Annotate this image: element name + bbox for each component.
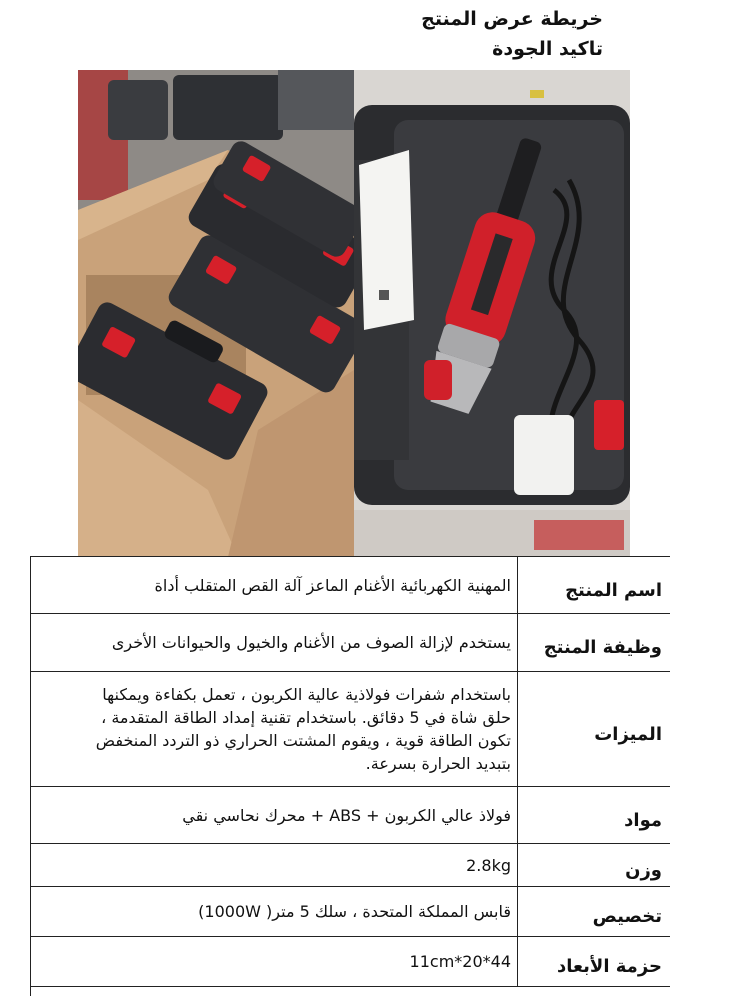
photo-open-case bbox=[354, 70, 630, 557]
spec-label: حزمة الأبعاد bbox=[518, 937, 671, 987]
spec-value: فولاذ عالي الكربون + ABS + محرك نحاسي نقي bbox=[30, 787, 518, 844]
ce-mark bbox=[379, 290, 389, 300]
page-header bbox=[421, 4, 603, 64]
table-row bbox=[30, 672, 670, 787]
table-row bbox=[30, 614, 670, 672]
table-row bbox=[30, 937, 670, 987]
spec-label: اسم المنتج bbox=[518, 557, 671, 614]
header-title: خريطة عرض المنتج bbox=[421, 8, 603, 30]
accessory-bag bbox=[514, 415, 574, 495]
photo-boxed-cases bbox=[78, 70, 354, 557]
spec-value: قابس المملكة المتحدة ، سلك 5 متر( 1000W) bbox=[30, 887, 518, 937]
spec-value: يستخدم لإزالة الصوف من الأغنام والخيول والحيوانات الأخرى bbox=[30, 614, 518, 672]
spec-table bbox=[30, 556, 670, 987]
boxed-cases-image bbox=[78, 70, 354, 557]
table-row bbox=[30, 557, 670, 614]
spec-value: المهنية الكهربائية الأغنام الماعز آلة القص المتقلب أداة bbox=[30, 557, 518, 614]
table-row bbox=[30, 787, 670, 844]
stacked-case bbox=[108, 80, 168, 140]
spec-value: 2.8kg bbox=[30, 844, 518, 887]
manual-paper bbox=[359, 150, 414, 330]
spec-label: وظيفة المنتج bbox=[518, 614, 671, 672]
comb-holder bbox=[424, 360, 452, 400]
spec-label: الميزات bbox=[518, 672, 671, 787]
spec-value: باستخدام شفرات فولاذية عالية الكربون ، تعمل بكفاءة ويمكنها حلق شاة في 5 دقائق. باستخدام تقنية إمداد الطاقة المتقدمة ، تكون الطاقة قوية ، ويقوم المشتت الحراري ذو التردد المنخفض بتبديد الحرارة بسرعة. bbox=[30, 672, 518, 787]
spec-label: تخصيص bbox=[518, 887, 671, 937]
stacked-case bbox=[173, 75, 283, 140]
red-object bbox=[534, 520, 624, 550]
plug-pins bbox=[530, 90, 544, 98]
product-photos bbox=[78, 70, 630, 557]
open-case-image bbox=[354, 70, 630, 557]
header-subtitle: تاكيد الجودة bbox=[492, 38, 603, 60]
spec-label: وزن bbox=[518, 844, 671, 887]
spec-value: 44*20*11cm bbox=[30, 937, 518, 987]
table-row bbox=[30, 844, 670, 887]
table-row bbox=[30, 887, 670, 937]
spec-label: مواد bbox=[518, 787, 671, 844]
stacked-case bbox=[278, 70, 354, 130]
case-latch bbox=[594, 400, 624, 450]
